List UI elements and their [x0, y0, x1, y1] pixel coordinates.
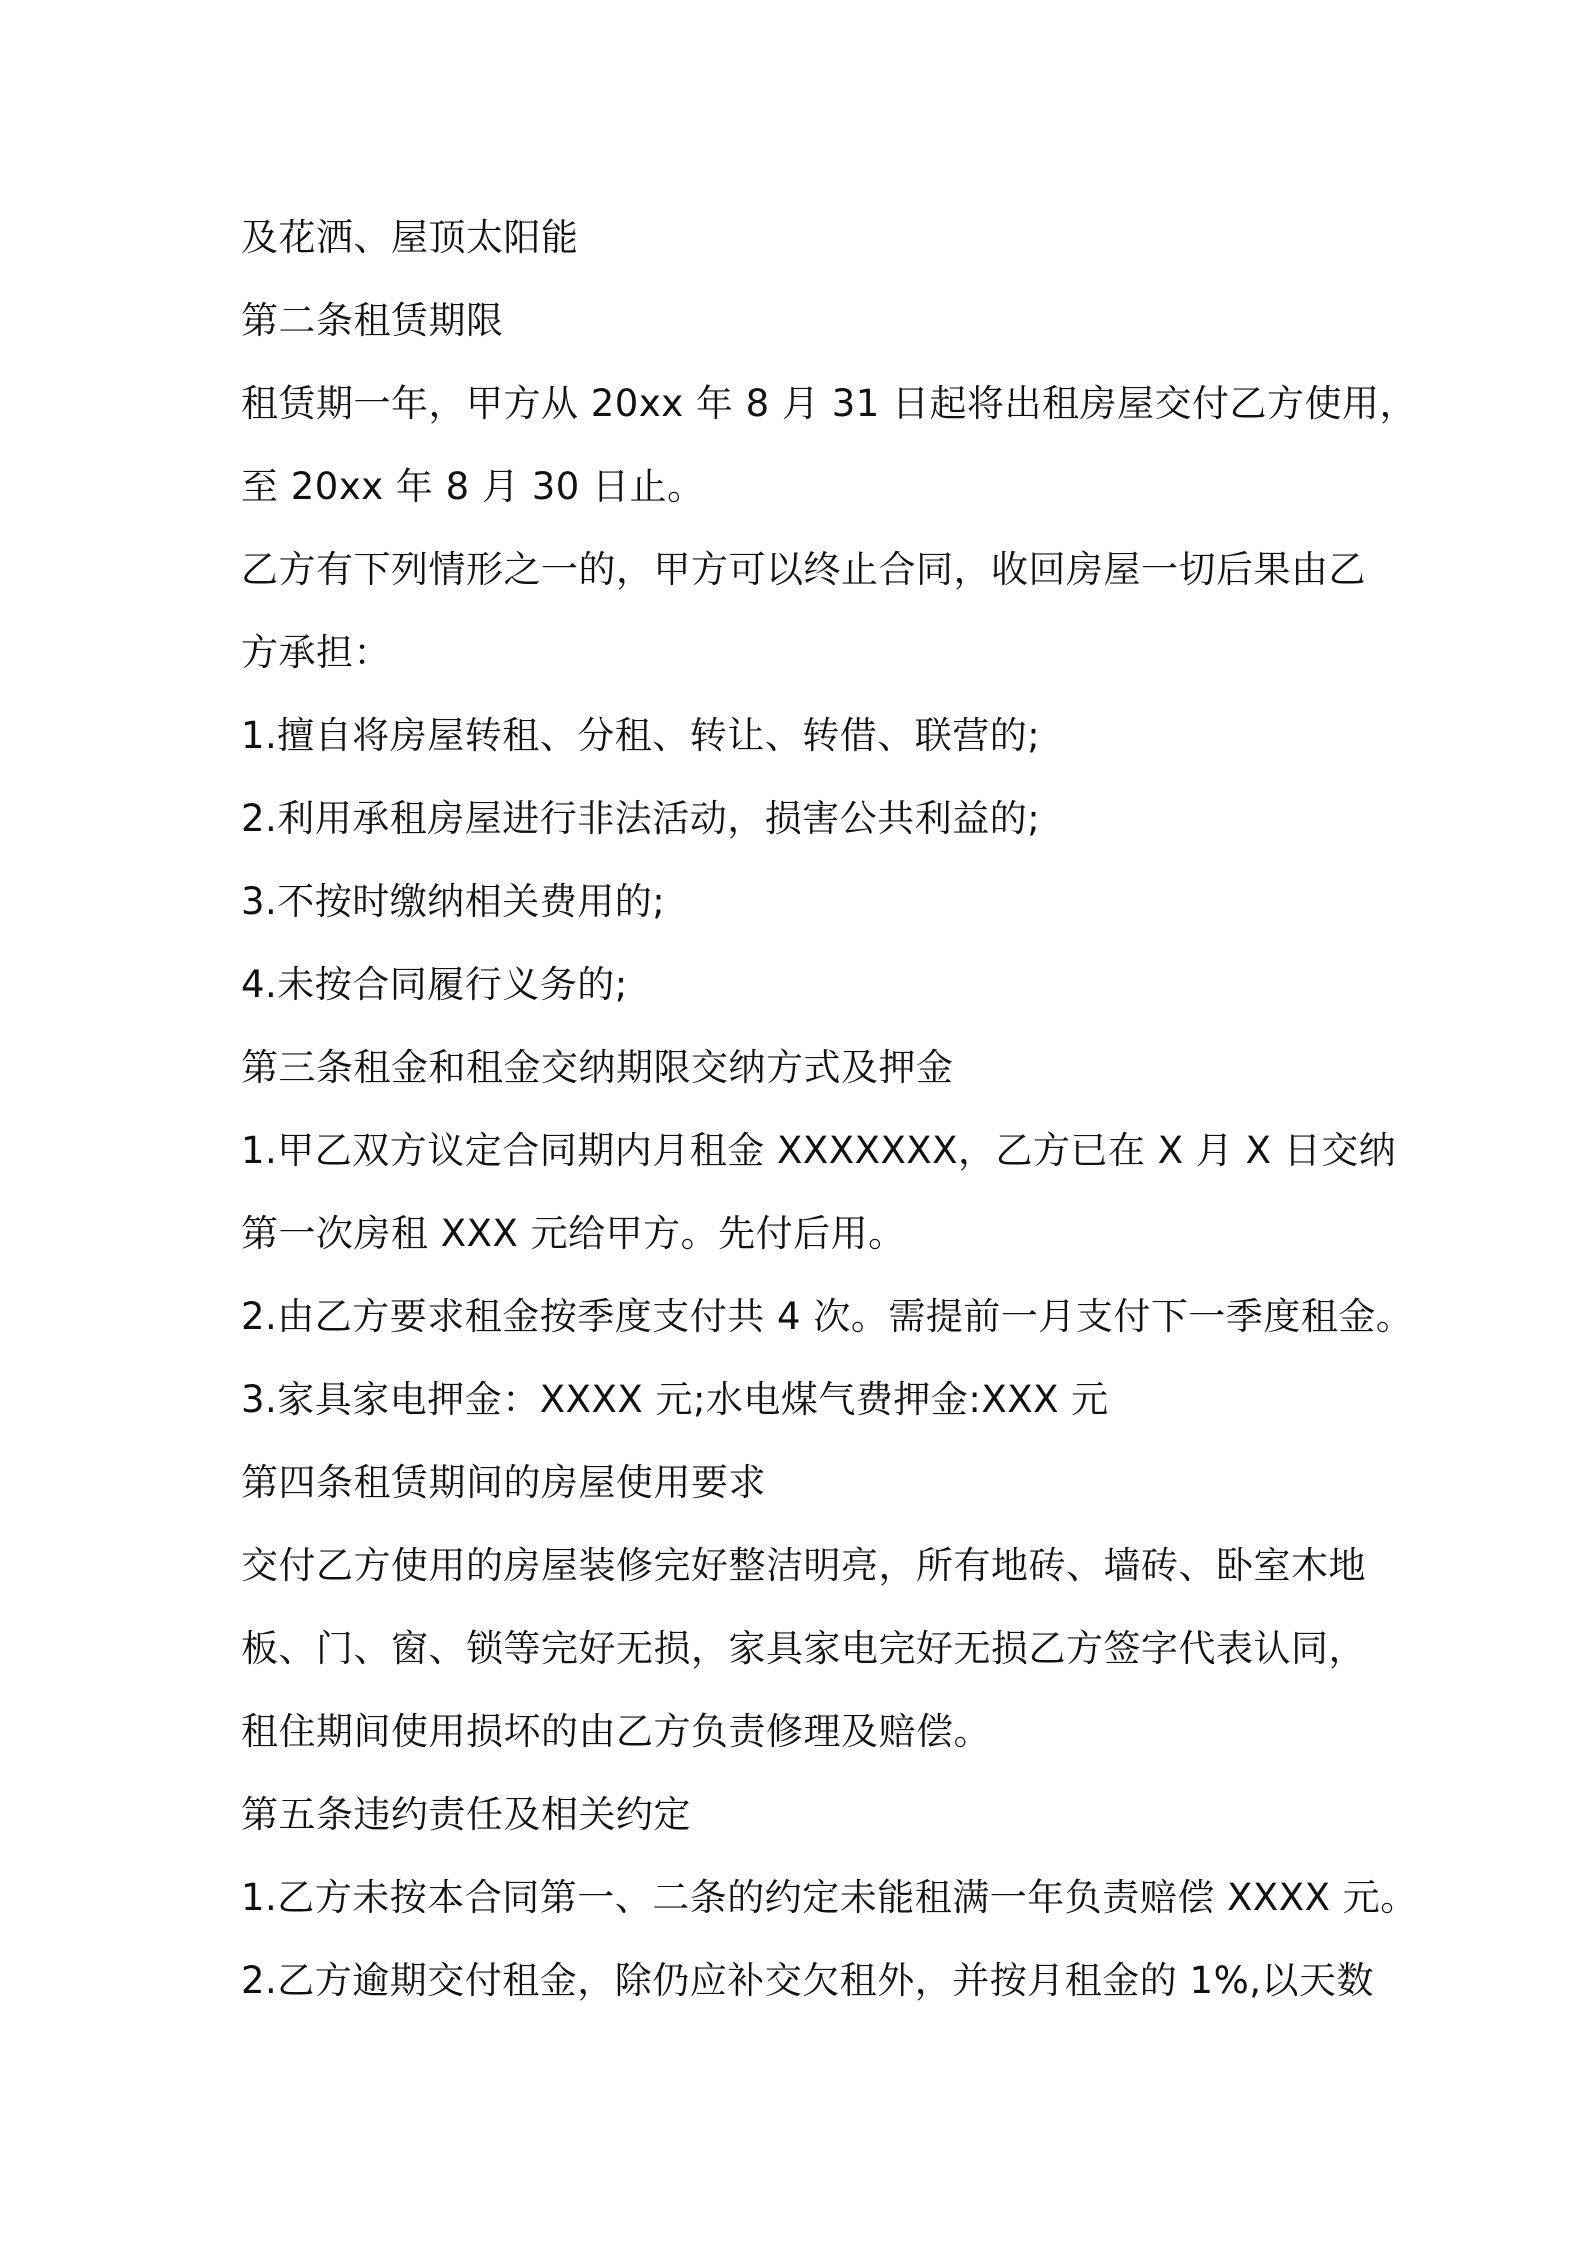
list-item: 3.家具家电押金：XXXX 元;水电煤气费押金:XXX 元 [241, 1378, 1109, 1421]
section-heading: 第三条租金和租金交纳期限交纳方式及押金 [241, 1046, 954, 1089]
text-line: 租住期间使用损坏的由乙方负责修理及赔偿。 [241, 1710, 991, 1753]
text-line: 第一次房租 XXX 元给甲方。先付后用。 [241, 1212, 906, 1255]
document-body [241, 196, 1418, 2022]
list-item: 1.擅自将房屋转租、分租、转让、转借、联营的; [241, 714, 1041, 757]
text-line: 方承担： [241, 631, 391, 674]
list-item: 2.利用承租房屋进行非法活动，损害公共利益的; [241, 797, 1041, 840]
list-item: 2.由乙方要求租金按季度支付共 4 次。需提前一月支付下一季度租金。 [241, 1295, 1414, 1338]
section-heading: 第二条租赁期限 [241, 299, 504, 342]
text-line: 至 20xx 年 8 月 30 日止。 [241, 465, 705, 508]
section-heading: 第四条租赁期间的房屋使用要求 [241, 1461, 766, 1504]
list-item: 1.乙方未按本合同第一、二条的约定未能租满一年负责赔偿 XXXX 元。 [241, 1876, 1418, 1919]
list-item: 2.乙方逾期交付租金，除仍应补交欠租外，并按月租金的 1%,以天数 [241, 1959, 1375, 2002]
text-line: 乙方有下列情形之一的，甲方可以终止合同，收回房屋一切后果由乙 [241, 548, 1366, 591]
section-heading: 第五条违约责任及相关约定 [241, 1793, 691, 1836]
list-item: 3.不按时缴纳相关费用的; [241, 880, 666, 923]
text-line: 租赁期一年，甲方从 20xx 年 8 月 31 日起将出租房屋交付乙方使用， [241, 382, 1418, 425]
text-line: 板、门、窗、锁等完好无损，家具家电完好无损乙方签字代表认同， [241, 1627, 1366, 1670]
text-line: 交付乙方使用的房屋装修完好整洁明亮，所有地砖、墙砖、卧室木地 [241, 1544, 1366, 1587]
list-item: 1.甲乙双方议定合同期内月租金 XXXXXXX，乙方已在 X 月 X 日交纳 [241, 1129, 1397, 1172]
text-line: 及花洒、屋顶太阳能 [241, 216, 579, 259]
list-item: 4.未按合同履行义务的; [241, 963, 628, 1006]
